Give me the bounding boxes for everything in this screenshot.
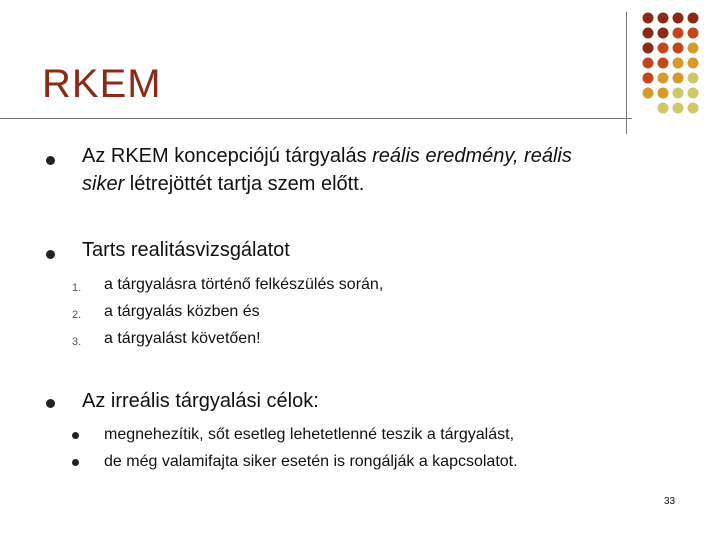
page-number: 33: [664, 496, 676, 507]
bullet-1-text-c: siker: [82, 173, 125, 195]
decor-dot: [658, 58, 669, 69]
list-item-3: a tárgyalást követően!: [104, 330, 261, 347]
decor-dot: [673, 28, 684, 39]
title-divider: [0, 118, 632, 119]
decor-dot: [658, 88, 669, 99]
decor-dot: [688, 43, 699, 54]
sub-bullet-1-text: megnehezítik, sőt esetleg lehetetlenné teszik a tárgyalást,: [104, 426, 515, 443]
decor-dot: [688, 88, 699, 99]
decor-dot: [643, 13, 654, 24]
bullet-3-marker: [46, 399, 55, 408]
bullet-1-text-a: Az RKEM koncepciójú tárgyalás: [82, 145, 373, 167]
decor-vertical-line: [626, 12, 627, 134]
list-marker-2: 2.: [72, 309, 82, 321]
list-item-2: a tárgyalás közben és: [104, 303, 260, 320]
list-item-1: a tárgyalásra történő felkészülés során,: [104, 276, 384, 293]
bullet-1-text-d: létrejöttét tartja szem előtt.: [124, 173, 365, 195]
decor-dot: [643, 73, 654, 84]
decor-dot: [658, 13, 669, 24]
sub-bullet-2-text: de még valamifajta siker esetén is rongálják a kapcsolatot.: [104, 453, 518, 470]
decor-dot: [643, 88, 654, 99]
decor-dot: [673, 43, 684, 54]
list-marker-1: 1.: [72, 282, 82, 294]
slide-title: RKEM: [42, 62, 162, 106]
decor-dot: [658, 103, 669, 114]
decor-dot: [673, 103, 684, 114]
decor-dot: [673, 58, 684, 69]
decor-dot: [673, 88, 684, 99]
list-marker-3: 3.: [72, 336, 82, 348]
decor-dot: [658, 28, 669, 39]
decor-dot: [688, 28, 699, 39]
sub-bullet-2-marker: [72, 459, 79, 466]
bullet-2-marker: [46, 250, 55, 259]
decor-dot: [673, 73, 684, 84]
bullet-1-text-b: reális eredmény, reális: [372, 145, 572, 167]
decor-dot: [688, 73, 699, 84]
bullet-2-text: Tarts realitásvizsgálatot: [82, 239, 290, 261]
decor-dot: [643, 28, 654, 39]
bullet-1-line-2: [82, 171, 364, 197]
decor-dot: [688, 13, 699, 24]
bullet-3-text: Az irreális tárgyalási célok:: [82, 390, 319, 412]
sub-bullet-1-marker: [72, 432, 79, 439]
decor-dot: [673, 13, 684, 24]
bullet-1-line-1: [82, 143, 572, 169]
decor-dot: [643, 43, 654, 54]
decor-dot: [643, 58, 654, 69]
decorative-dot-grid: [640, 12, 720, 122]
bullet-1-marker: [46, 156, 55, 165]
decor-dot: [688, 103, 699, 114]
decor-dot: [658, 43, 669, 54]
decor-dot: [658, 73, 669, 84]
decor-dot: [688, 58, 699, 69]
